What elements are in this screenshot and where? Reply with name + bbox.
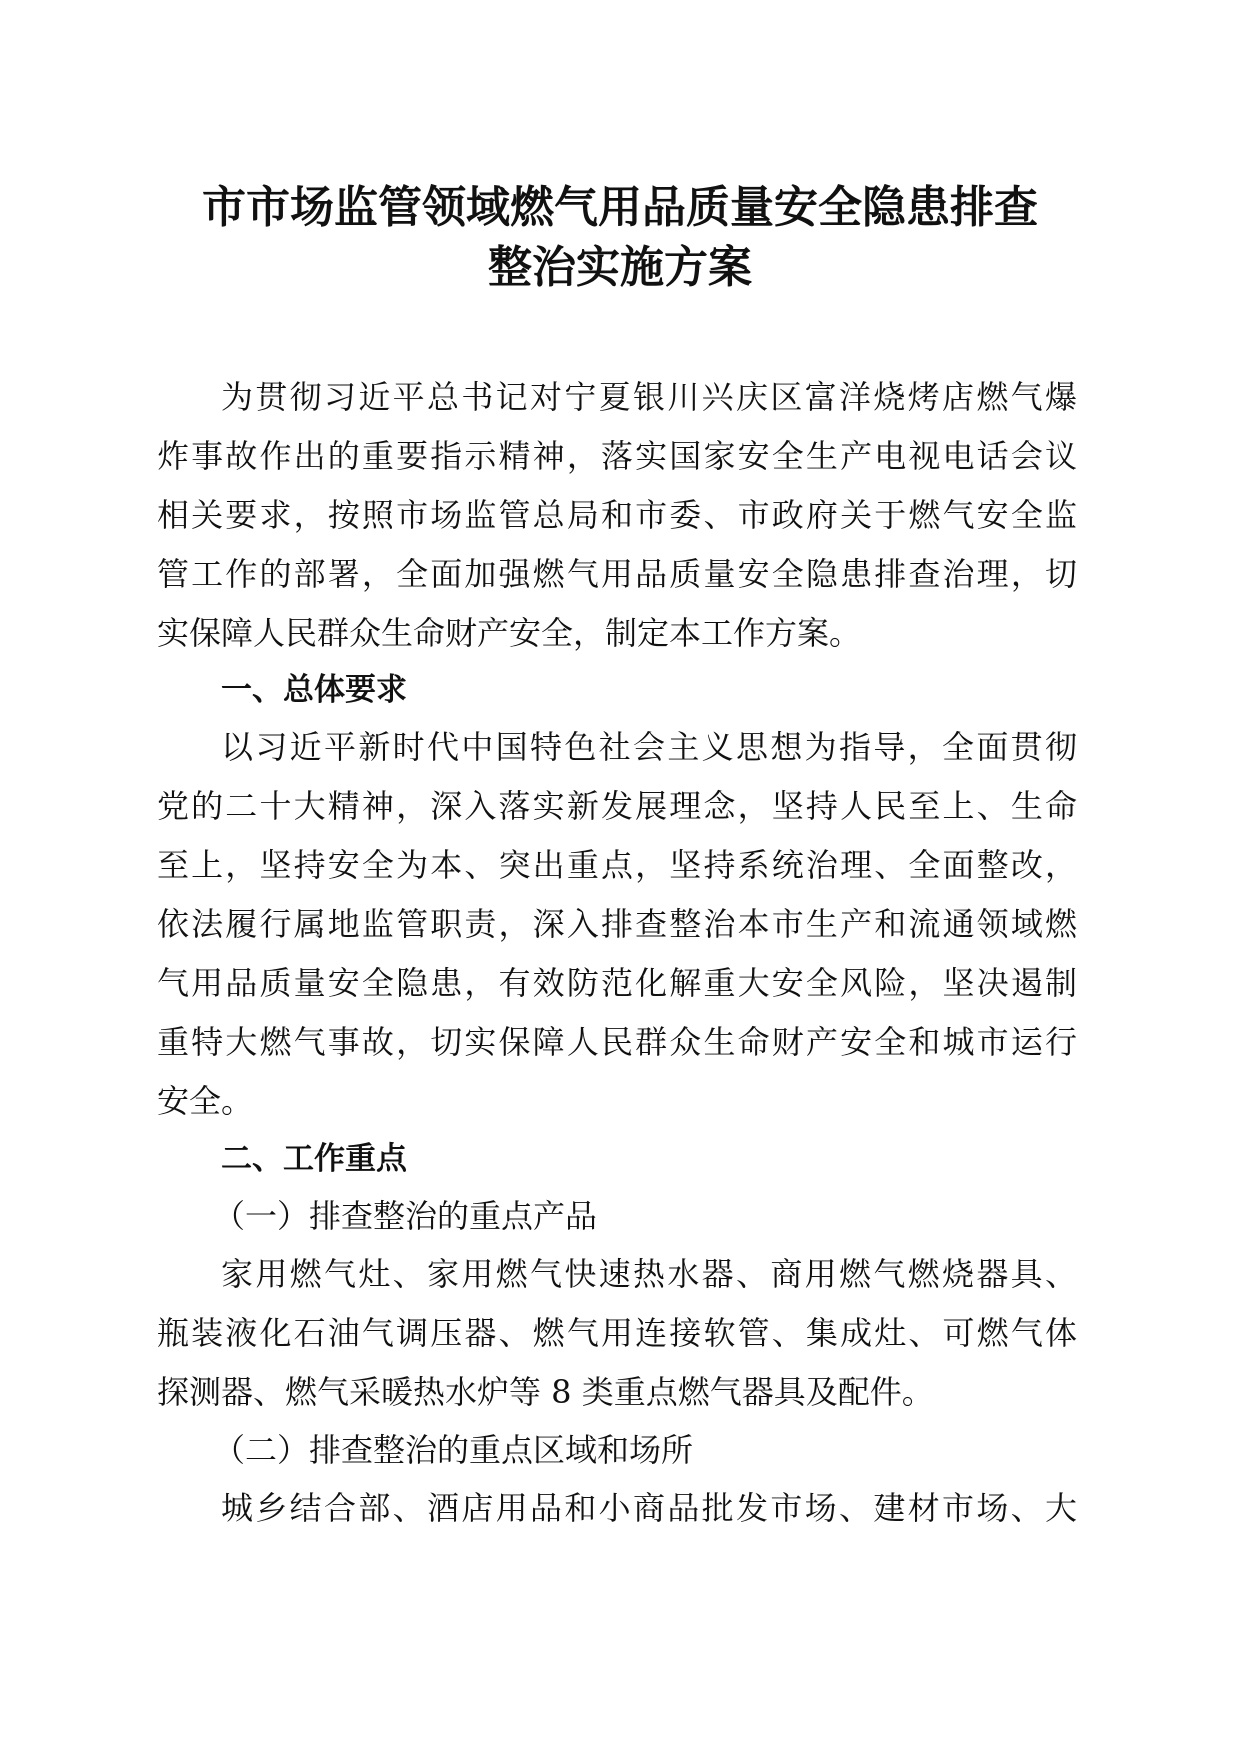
section1-line: 至上，坚持安全为本、突出重点，坚持系统治理、全面整改， [157,846,1077,884]
intro-line: 管工作的部署，全面加强燃气用品质量安全隐患排查治理，切 [157,555,1077,593]
intro-line: 炸事故作出的重要指示精神，落实国家安全生产电视电话会议 [157,437,1077,475]
section1-line: 依法履行属地监管职责，深入排查整治本市生产和流通领域燃 [157,905,1077,943]
section1-line: 安全。 [157,1082,254,1120]
subsection-heading-key-products: （一）排查整治的重点产品 [213,1197,598,1235]
document-title-line-1: 市市场监管领域燃气用品质量安全隐患排查 [202,182,1038,233]
sub2-line: 城乡结合部、酒店用品和小商品批发市场、建材市场、大 [221,1489,1077,1527]
section1-line: 以习近平新时代中国特色社会主义思想为指导，全面贯彻 [221,728,1077,766]
document-title-line-2: 整治实施方案 [488,242,752,293]
intro-line: 实保障人民群众生命财产安全，制定本工作方案。 [157,614,862,652]
section1-line: 气用品质量安全隐患，有效防范化解重大安全风险，坚决遏制 [157,964,1077,1002]
section1-line: 重特大燃气事故，切实保障人民群众生命财产安全和城市运行 [157,1023,1077,1061]
intro-line: 相关要求，按照市场监管总局和市委、市政府关于燃气安全监 [157,496,1077,534]
section1-line: 党的二十大精神，深入落实新发展理念，坚持人民至上、生命 [157,787,1077,825]
intro-line: 为贯彻习近平总书记对宁夏银川兴庆区富洋烧烤店燃气爆 [221,378,1077,416]
subsection-heading-key-areas: （二）排查整治的重点区域和场所 [213,1431,694,1469]
sub1-line: 家用燃气灶、家用燃气快速热水器、商用燃气燃烧器具、 [221,1255,1077,1293]
section-heading-general-requirements: 一、总体要求 [221,672,407,708]
section-heading-work-focus: 二、工作重点 [221,1141,407,1177]
sub1-line: 瓶装液化石油气调压器、燃气用连接软管、集成灶、可燃气体 [157,1314,1077,1352]
sub1-line: 探测器、燃气采暖热水炉等 8 类重点燃气器具及配件。 [157,1373,934,1411]
